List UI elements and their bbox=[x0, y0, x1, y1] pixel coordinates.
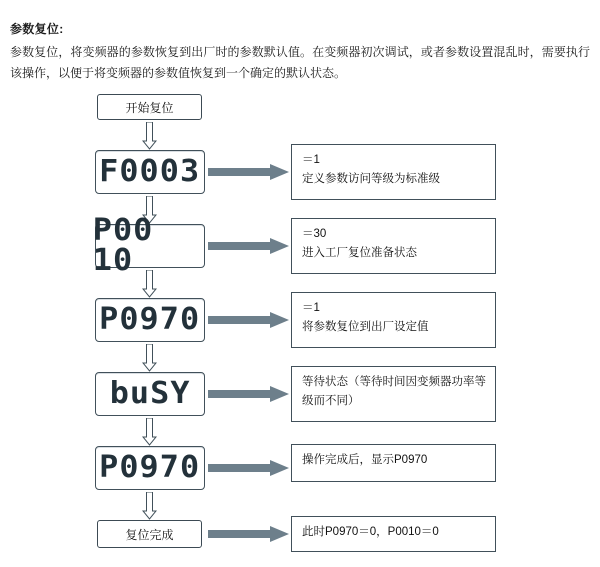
flow-end-box bbox=[97, 520, 202, 548]
note-text-5: 操作完成后，显示P0970 bbox=[302, 454, 428, 466]
note-box-end bbox=[291, 516, 496, 552]
note-box-2 bbox=[291, 218, 496, 274]
note-text-4: 等待状态（等待时间因变频器功率等级而不同） bbox=[302, 376, 486, 407]
note-text-3: 将参数复位到出厂设定值 bbox=[302, 321, 429, 333]
note-box-4 bbox=[291, 366, 496, 422]
arrow-down-6 bbox=[142, 492, 157, 520]
led-display-2 bbox=[92, 213, 205, 278]
led-display-3 bbox=[95, 298, 205, 342]
note-text-end: 此时P0970＝0，P0010＝0 bbox=[302, 526, 439, 538]
flow-end-label: 复位完成 bbox=[125, 527, 174, 542]
led-display-5 bbox=[95, 446, 205, 490]
led-text-5: P0970 bbox=[99, 450, 201, 485]
arrow-right-4 bbox=[208, 386, 290, 402]
note-value-3: ＝1 bbox=[302, 302, 320, 314]
led-text-3: P0970 bbox=[99, 302, 201, 337]
led-text-2: P00 10 bbox=[92, 213, 154, 278]
led-display-1 bbox=[95, 150, 205, 194]
intro-paragraph: 参数复位，将变频器的参数恢复到出厂时的参数默认值。在变频器初次调试，或者参数设置混乱时，需要执行该操作，以便于将变频器的参数值恢复到一个确定的默认状态。 bbox=[10, 45, 590, 80]
led-text-1: F0003 bbox=[99, 154, 201, 189]
arrow-right-6 bbox=[208, 526, 290, 542]
arrow-down-4 bbox=[142, 344, 157, 372]
arrow-down-1 bbox=[142, 122, 157, 150]
note-box-3 bbox=[291, 292, 496, 348]
flowchart bbox=[0, 92, 600, 562]
led-display-4 bbox=[95, 372, 205, 416]
note-text-2: 进入工厂复位准备状态 bbox=[302, 247, 417, 259]
arrow-right-1 bbox=[208, 164, 290, 180]
note-value-2: ＝30 bbox=[302, 228, 327, 240]
note-box-1 bbox=[291, 144, 496, 200]
arrow-down-3 bbox=[142, 270, 157, 298]
flow-start-box bbox=[97, 94, 202, 120]
arrow-down-5 bbox=[142, 418, 157, 446]
note-value-1: ＝1 bbox=[302, 154, 320, 166]
note-text-1: 定义参数访问等级为标准级 bbox=[302, 173, 440, 185]
arrow-right-2 bbox=[208, 238, 290, 254]
note-box-5 bbox=[291, 444, 496, 482]
page-title: 参数复位: bbox=[10, 22, 64, 36]
arrow-right-5 bbox=[208, 460, 290, 476]
arrow-right-3 bbox=[208, 312, 290, 328]
flow-start-label: 开始复位 bbox=[125, 100, 174, 115]
led-text-4: buSY bbox=[109, 376, 191, 411]
